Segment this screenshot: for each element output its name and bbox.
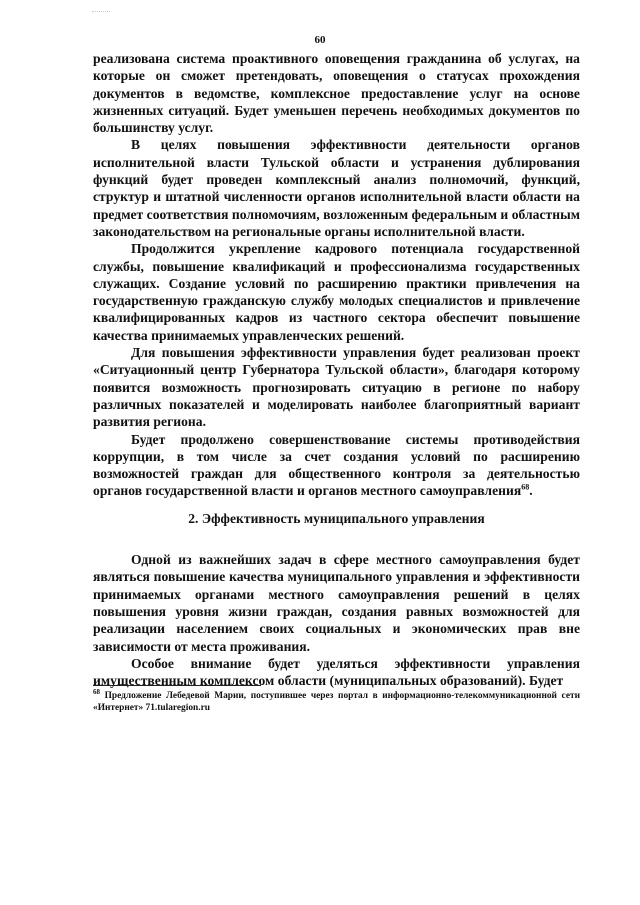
paragraph-2: В целях повышения эффективности деятельности органов исполнительной власти Тульской области и устранения дублирования функций будет проведен комплексный анализ полномочий, функций, структур и штатной численности органов исполнительной власти области на предмет соответствия полномочиям, возложенным федеральным и областным законодательством на региональные органы исполнительной власти.: [93, 137, 580, 239]
scan-artifact: [92, 11, 110, 14]
paragraph-7: Особое внимание будет уделяться эффективности управления имущественным комплексом области (муниципальных образований). Будет: [93, 655, 580, 689]
footnote-divider: [93, 685, 261, 686]
footnote-reference[interactable]: 68: [521, 482, 530, 492]
paragraph-1: реализована система проактивного оповещения гражданина об услугах, на которые он сможет претендовать, оповещения о статусах прохождения документов в ведомстве, комплексное предоставление услуг на основе жизненных ситуаций. Будет уменьшен перечень необходимых документов по большинству услуг.: [93, 51, 580, 136]
section-heading: 2. Эффективность муниципального управления: [188, 510, 485, 526]
footnote-text: Предложение Лебедевой Марии, поступившее через портал в информационно-телекоммуникационной сети «Интернет» 71.tularegion.ru: [93, 691, 580, 713]
paragraph-6: Одной из важнейших задач в сфере местного самоуправления будет являться повышение качества муниципального управления и эффективности принимаемых органами местного самоуправления решений в целях повышения уровня жизни граждан, создания равных возможностей для реализации населением своих социальных и экономических прав вне зависимости от места проживания.: [93, 552, 580, 654]
footnote: [93, 687, 580, 714]
body-text: [93, 50, 580, 689]
paragraph-4: Для повышения эффективности управления будет реализован проект «Ситуационный центр Губернатора Тульской области», благодаря которому появится возможность прогнозировать ситуацию в регионе по набору различных показателей и моделировать наиболее благоприятный вариант развития региона.: [93, 345, 580, 430]
paragraph-5-period: .: [529, 483, 533, 499]
paragraph-5: [93, 431, 580, 500]
paragraph-3: Продолжится укрепление кадрового потенциала государственной службы, повышение квалификаций и профессионализма государственных служащих. Создание условий по расширению практики привлечения на государственную гражданскую службу молодых специалистов и привлечение квалифицированных кадров из частного сектора обеспечит повышение качества принимаемых управленческих решений.: [93, 241, 580, 343]
footnote-marker: 68: [93, 687, 100, 696]
paragraph-5-text: Будет продолжено совершенствование системы противодействия коррупции, в том числе за счет создания условий по расширению возможностей граждан для общественного контроля за деятельностью органов государственной власти и органов местного самоуправления: [93, 431, 580, 499]
page-number: 60: [314, 34, 326, 46]
